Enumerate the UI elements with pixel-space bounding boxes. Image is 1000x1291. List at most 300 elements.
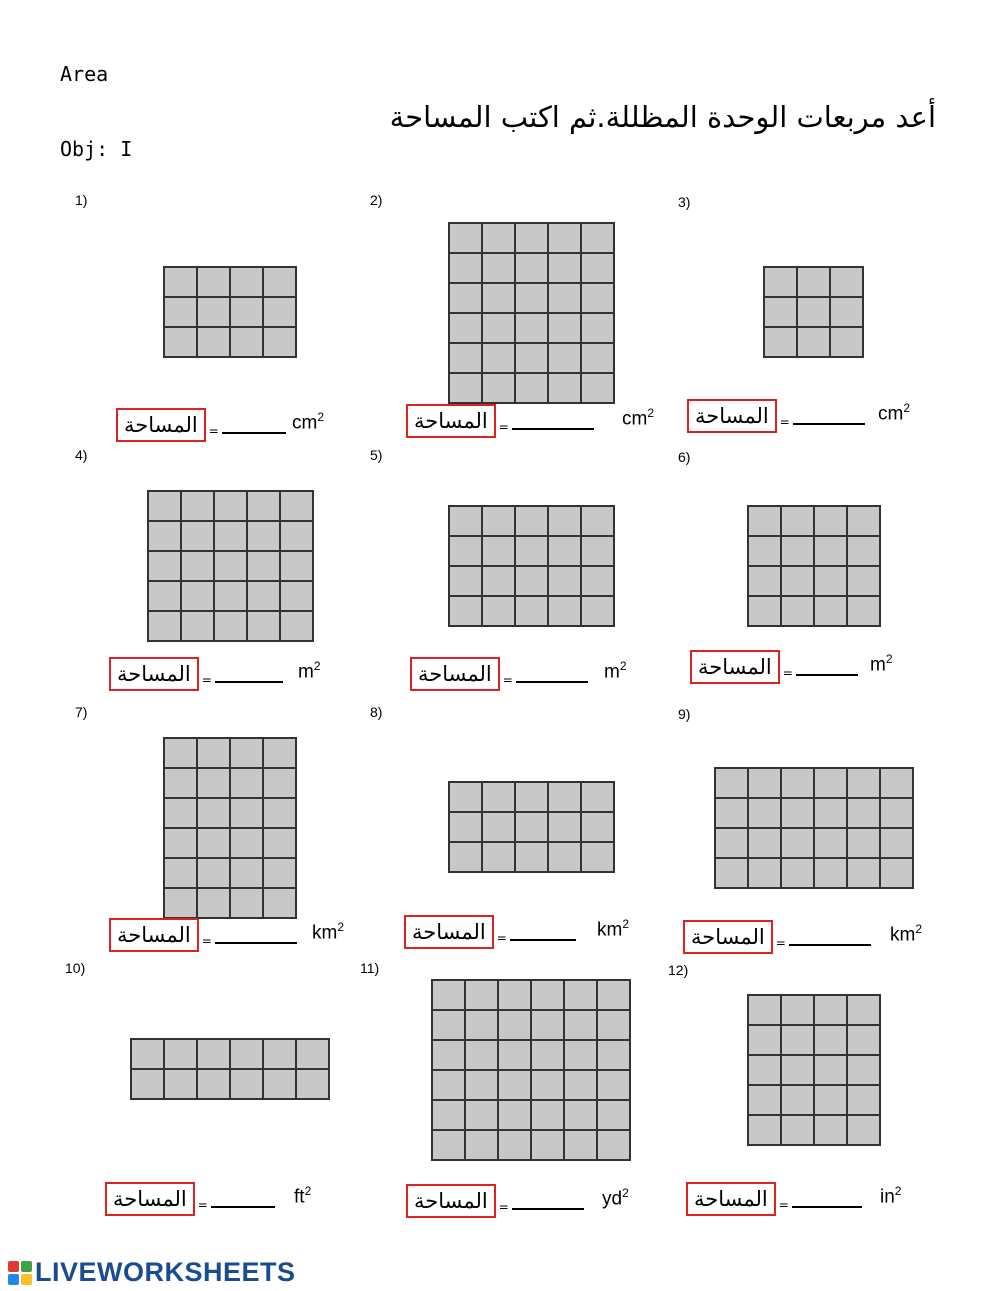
- unit-square-grid: [448, 505, 615, 627]
- unit-label: [294, 1184, 311, 1208]
- unit-square: [549, 597, 580, 625]
- answer-blank[interactable]: [516, 679, 588, 683]
- unit-square: [450, 374, 481, 402]
- problem-number: 1): [75, 192, 88, 208]
- unit-square: [582, 344, 613, 372]
- unit-square: [483, 314, 514, 342]
- answer-row: [410, 657, 588, 691]
- unit-label: [870, 652, 893, 676]
- unit-square-grid: [747, 994, 881, 1146]
- unit-label: [622, 406, 654, 430]
- area-label-box: المساحة: [683, 920, 773, 954]
- unit-exponent: 2: [317, 410, 325, 424]
- unit-text: m: [870, 654, 886, 676]
- unit-square: [264, 859, 295, 887]
- unit-square: [198, 739, 229, 767]
- unit-square: [598, 1041, 629, 1069]
- unit-square-grid: [763, 266, 864, 358]
- logo-square: [8, 1261, 19, 1272]
- problem-number: 10): [65, 960, 86, 976]
- unit-square-grid: [147, 490, 314, 642]
- equals-sign: =: [197, 1198, 208, 1212]
- unit-square: [450, 783, 481, 811]
- unit-square: [450, 284, 481, 312]
- unit-text: km: [890, 924, 916, 946]
- unit-square-grid: [130, 1038, 330, 1100]
- unit-square: [782, 769, 813, 797]
- equals-sign: =: [778, 1198, 789, 1212]
- unit-square: [450, 567, 481, 595]
- problem-number: 2): [370, 192, 383, 208]
- unit-square: [215, 582, 246, 610]
- unit-square: [582, 843, 613, 871]
- unit-square: [297, 1040, 328, 1068]
- unit-square: [483, 597, 514, 625]
- answer-blank[interactable]: [215, 940, 297, 944]
- unit-square: [815, 597, 846, 625]
- unit-square-grid: [714, 767, 914, 889]
- area-label-box: المساحة: [109, 918, 199, 952]
- unit-square: [450, 224, 481, 252]
- unit-square: [450, 537, 481, 565]
- unit-square: [516, 843, 547, 871]
- unit-square: [483, 224, 514, 252]
- unit-text: m: [298, 661, 314, 683]
- unit-square: [749, 996, 780, 1024]
- unit-square: [598, 1071, 629, 1099]
- answer-blank[interactable]: [796, 672, 858, 676]
- unit-square: [466, 1011, 497, 1039]
- area-label-box: المساحة: [687, 399, 777, 433]
- unit-square: [848, 597, 879, 625]
- unit-square: [848, 537, 879, 565]
- unit-square: [516, 374, 547, 402]
- unit-square: [815, 567, 846, 595]
- objective-label: Obj: I: [60, 137, 133, 161]
- unit-square: [782, 597, 813, 625]
- unit-square: [466, 1071, 497, 1099]
- unit-square: [231, 799, 262, 827]
- unit-square: [749, 597, 780, 625]
- unit-square: [149, 612, 180, 640]
- unit-square: [264, 1040, 295, 1068]
- unit-exponent: 2: [622, 917, 630, 931]
- unit-square: [815, 1116, 846, 1144]
- unit-exponent: 2: [647, 406, 655, 420]
- unit-square: [716, 769, 747, 797]
- unit-square: [198, 829, 229, 857]
- unit-square: [516, 314, 547, 342]
- unit-exponent: 2: [885, 652, 893, 666]
- answer-blank[interactable]: [512, 1206, 584, 1210]
- unit-square: [165, 769, 196, 797]
- problem-number: 8): [370, 704, 383, 720]
- unit-square: [549, 507, 580, 535]
- unit-square: [532, 981, 563, 1009]
- unit-square: [483, 254, 514, 282]
- unit-square: [848, 567, 879, 595]
- unit-square: [499, 1131, 530, 1159]
- equals-sign: =: [201, 934, 212, 948]
- answer-row: [116, 408, 286, 442]
- unit-square-grid: [747, 505, 881, 627]
- unit-square: [765, 298, 796, 326]
- unit-square: [516, 537, 547, 565]
- equals-sign: =: [779, 415, 790, 429]
- unit-exponent: 2: [622, 1186, 629, 1200]
- unit-square: [499, 1041, 530, 1069]
- unit-square: [165, 328, 196, 356]
- answer-row: [683, 920, 871, 954]
- area-label-box: المساحة: [109, 657, 199, 691]
- unit-square: [815, 1086, 846, 1114]
- unit-square: [782, 537, 813, 565]
- unit-square: [433, 1131, 464, 1159]
- answer-row: [406, 1184, 584, 1218]
- unit-square: [483, 813, 514, 841]
- unit-square: [749, 769, 780, 797]
- unit-square: [215, 492, 246, 520]
- unit-square: [798, 328, 829, 356]
- unit-square: [549, 813, 580, 841]
- unit-square: [848, 1026, 879, 1054]
- unit-square: [231, 298, 262, 326]
- unit-square: [450, 813, 481, 841]
- logo-square: [21, 1274, 32, 1285]
- unit-exponent: 2: [903, 401, 911, 415]
- unit-square: [231, 889, 262, 917]
- unit-label: [597, 917, 629, 941]
- unit-square: [582, 254, 613, 282]
- unit-square: [598, 981, 629, 1009]
- unit-square: [549, 314, 580, 342]
- answer-blank[interactable]: [512, 426, 594, 430]
- unit-square: [549, 783, 580, 811]
- unit-square: [516, 813, 547, 841]
- unit-square: [516, 224, 547, 252]
- unit-square: [499, 1101, 530, 1129]
- unit-square: [848, 859, 879, 887]
- unit-square: [231, 1070, 262, 1098]
- unit-square: [516, 284, 547, 312]
- unit-square: [281, 582, 312, 610]
- unit-text: ft: [294, 1186, 305, 1208]
- unit-label: [602, 1186, 629, 1210]
- equals-sign: =: [782, 666, 793, 680]
- unit-square: [281, 552, 312, 580]
- answer-blank[interactable]: [792, 1204, 862, 1208]
- unit-square: [598, 1131, 629, 1159]
- unit-square: [132, 1040, 163, 1068]
- unit-square: [749, 507, 780, 535]
- unit-square: [483, 507, 514, 535]
- answer-blank[interactable]: [793, 421, 865, 425]
- unit-square: [881, 799, 912, 827]
- unit-square: [516, 507, 547, 535]
- unit-square: [198, 298, 229, 326]
- area-label-box: المساحة: [690, 650, 780, 684]
- unit-square: [782, 829, 813, 857]
- unit-square: [231, 769, 262, 797]
- unit-square: [165, 268, 196, 296]
- unit-square: [532, 1071, 563, 1099]
- problem-number: 7): [75, 704, 88, 720]
- answer-blank[interactable]: [215, 679, 283, 683]
- unit-square: [483, 537, 514, 565]
- unit-square: [483, 843, 514, 871]
- answer-blank[interactable]: [222, 430, 286, 434]
- unit-square: [549, 224, 580, 252]
- equals-sign: =: [201, 673, 212, 687]
- unit-square: [782, 1026, 813, 1054]
- unit-square: [782, 996, 813, 1024]
- unit-square-grid: [163, 266, 297, 358]
- logo-square: [21, 1261, 32, 1272]
- unit-square: [198, 889, 229, 917]
- unit-square: [516, 254, 547, 282]
- logo-text: LIVEWORKSHEETS: [35, 1257, 296, 1287]
- unit-square: [598, 1101, 629, 1129]
- answer-blank[interactable]: [510, 937, 576, 941]
- unit-square: [231, 739, 262, 767]
- unit-square: [582, 537, 613, 565]
- unit-square: [231, 859, 262, 887]
- area-label-box: المساحة: [686, 1182, 776, 1216]
- unit-square: [132, 1070, 163, 1098]
- unit-square: [782, 507, 813, 535]
- unit-square: [433, 1011, 464, 1039]
- unit-square: [815, 996, 846, 1024]
- unit-square: [516, 567, 547, 595]
- unit-square: [815, 769, 846, 797]
- unit-square: [516, 783, 547, 811]
- unit-square: [466, 981, 497, 1009]
- unit-square: [815, 507, 846, 535]
- unit-square: [582, 224, 613, 252]
- unit-square: [549, 567, 580, 595]
- unit-square: [782, 567, 813, 595]
- unit-square: [231, 328, 262, 356]
- unit-square: [582, 813, 613, 841]
- unit-square: [264, 298, 295, 326]
- unit-exponent: 2: [337, 920, 345, 934]
- unit-square: [483, 344, 514, 372]
- unit-square: [848, 1086, 879, 1114]
- unit-square: [549, 344, 580, 372]
- unit-square: [215, 612, 246, 640]
- unit-square: [248, 582, 279, 610]
- unit-square: [516, 597, 547, 625]
- unit-text: cm: [292, 412, 318, 434]
- instruction-text: أعد مربعات الوحدة المظللة.ثم اكتب المساحة: [389, 100, 936, 134]
- unit-square: [450, 597, 481, 625]
- unit-square: [598, 1011, 629, 1039]
- answer-row: [404, 915, 576, 949]
- unit-square: [532, 1131, 563, 1159]
- area-label-box: المساحة: [116, 408, 206, 442]
- equals-sign: =: [498, 420, 509, 434]
- unit-square: [749, 799, 780, 827]
- unit-square: [182, 582, 213, 610]
- unit-exponent: 2: [619, 659, 627, 673]
- unit-square: [433, 1101, 464, 1129]
- unit-square: [182, 492, 213, 520]
- unit-label: [880, 1184, 901, 1208]
- unit-square: [716, 829, 747, 857]
- area-label-box: المساحة: [410, 657, 500, 691]
- unit-square: [182, 522, 213, 550]
- unit-square-grid: [163, 737, 297, 919]
- unit-text: yd: [602, 1188, 623, 1210]
- answer-row: [687, 399, 865, 433]
- unit-square: [565, 1041, 596, 1069]
- unit-square: [565, 1131, 596, 1159]
- unit-text: km: [312, 922, 338, 944]
- area-label-box: المساحة: [105, 1182, 195, 1216]
- unit-square: [582, 374, 613, 402]
- unit-square: [749, 567, 780, 595]
- unit-square: [198, 859, 229, 887]
- unit-square: [433, 1041, 464, 1069]
- liveworksheets-logo[interactable]: [8, 1257, 296, 1288]
- unit-square: [881, 859, 912, 887]
- unit-square: [466, 1131, 497, 1159]
- unit-square: [749, 829, 780, 857]
- unit-square: [281, 522, 312, 550]
- unit-square-grid: [448, 222, 615, 404]
- unit-square: [198, 1070, 229, 1098]
- unit-square: [815, 1026, 846, 1054]
- unit-square: [565, 981, 596, 1009]
- unit-square: [831, 298, 862, 326]
- unit-square: [749, 1056, 780, 1084]
- unit-square: [198, 769, 229, 797]
- unit-label: [298, 659, 321, 683]
- unit-square: [582, 284, 613, 312]
- answer-row: [109, 657, 283, 691]
- unit-square: [848, 507, 879, 535]
- unit-square: [450, 254, 481, 282]
- unit-square: [831, 268, 862, 296]
- unit-square: [281, 612, 312, 640]
- unit-exponent: 2: [313, 659, 321, 673]
- unit-exponent: 2: [915, 922, 923, 936]
- unit-square: [264, 799, 295, 827]
- unit-square: [881, 829, 912, 857]
- unit-text: cm: [878, 403, 904, 425]
- unit-square: [450, 344, 481, 372]
- problem-number: 12): [668, 962, 689, 978]
- answer-blank[interactable]: [789, 942, 871, 946]
- logo-square: [8, 1274, 19, 1285]
- unit-square: [483, 567, 514, 595]
- unit-square: [798, 298, 829, 326]
- unit-square: [798, 268, 829, 296]
- unit-label: [604, 659, 627, 683]
- unit-square: [815, 799, 846, 827]
- answer-row: [109, 918, 297, 952]
- unit-square: [483, 374, 514, 402]
- unit-square: [549, 537, 580, 565]
- unit-square: [264, 1070, 295, 1098]
- unit-square: [198, 1040, 229, 1068]
- unit-square: [549, 254, 580, 282]
- unit-square: [815, 829, 846, 857]
- problem-number: 5): [370, 447, 383, 463]
- unit-square: [749, 1086, 780, 1114]
- answer-blank[interactable]: [211, 1204, 275, 1208]
- equals-sign: =: [208, 424, 219, 438]
- unit-square: [264, 769, 295, 797]
- unit-square: [149, 522, 180, 550]
- unit-square: [165, 829, 196, 857]
- area-label-box: المساحة: [406, 404, 496, 438]
- unit-square: [466, 1101, 497, 1129]
- unit-square: [165, 859, 196, 887]
- unit-square: [765, 268, 796, 296]
- unit-square: [149, 552, 180, 580]
- unit-square: [433, 1071, 464, 1099]
- unit-square: [198, 799, 229, 827]
- unit-square: [248, 552, 279, 580]
- unit-square: [182, 612, 213, 640]
- unit-square: [264, 889, 295, 917]
- unit-square: [532, 1101, 563, 1129]
- unit-square: [149, 582, 180, 610]
- unit-square: [831, 328, 862, 356]
- unit-text: km: [597, 919, 623, 941]
- unit-square: [532, 1041, 563, 1069]
- unit-square: [749, 537, 780, 565]
- answer-row: [105, 1182, 275, 1216]
- unit-square: [782, 859, 813, 887]
- unit-square: [281, 492, 312, 520]
- equals-sign: =: [498, 1200, 509, 1214]
- unit-square: [782, 1086, 813, 1114]
- unit-square: [165, 889, 196, 917]
- unit-square: [782, 799, 813, 827]
- unit-square: [782, 1056, 813, 1084]
- problem-number: 4): [75, 447, 88, 463]
- unit-square: [433, 981, 464, 1009]
- unit-square: [165, 1070, 196, 1098]
- problem-number: 9): [678, 706, 691, 722]
- unit-label: [890, 922, 922, 946]
- unit-square: [450, 507, 481, 535]
- unit-square: [848, 1056, 879, 1084]
- equals-sign: =: [502, 673, 513, 687]
- unit-square: [499, 981, 530, 1009]
- unit-square: [848, 799, 879, 827]
- unit-square: [749, 859, 780, 887]
- unit-square: [848, 996, 879, 1024]
- unit-label: [312, 920, 344, 944]
- liveworksheets-logo-icon: [8, 1261, 32, 1285]
- unit-square: [782, 1116, 813, 1144]
- unit-square: [815, 859, 846, 887]
- unit-square: [565, 1071, 596, 1099]
- unit-square: [248, 522, 279, 550]
- answer-row: [690, 650, 858, 684]
- unit-square: [215, 552, 246, 580]
- unit-square: [881, 769, 912, 797]
- unit-square: [532, 1011, 563, 1039]
- unit-text: in: [880, 1186, 895, 1208]
- problem-number: 11): [360, 960, 380, 976]
- unit-square-grid: [448, 781, 615, 873]
- unit-square: [848, 1116, 879, 1144]
- unit-square: [749, 1116, 780, 1144]
